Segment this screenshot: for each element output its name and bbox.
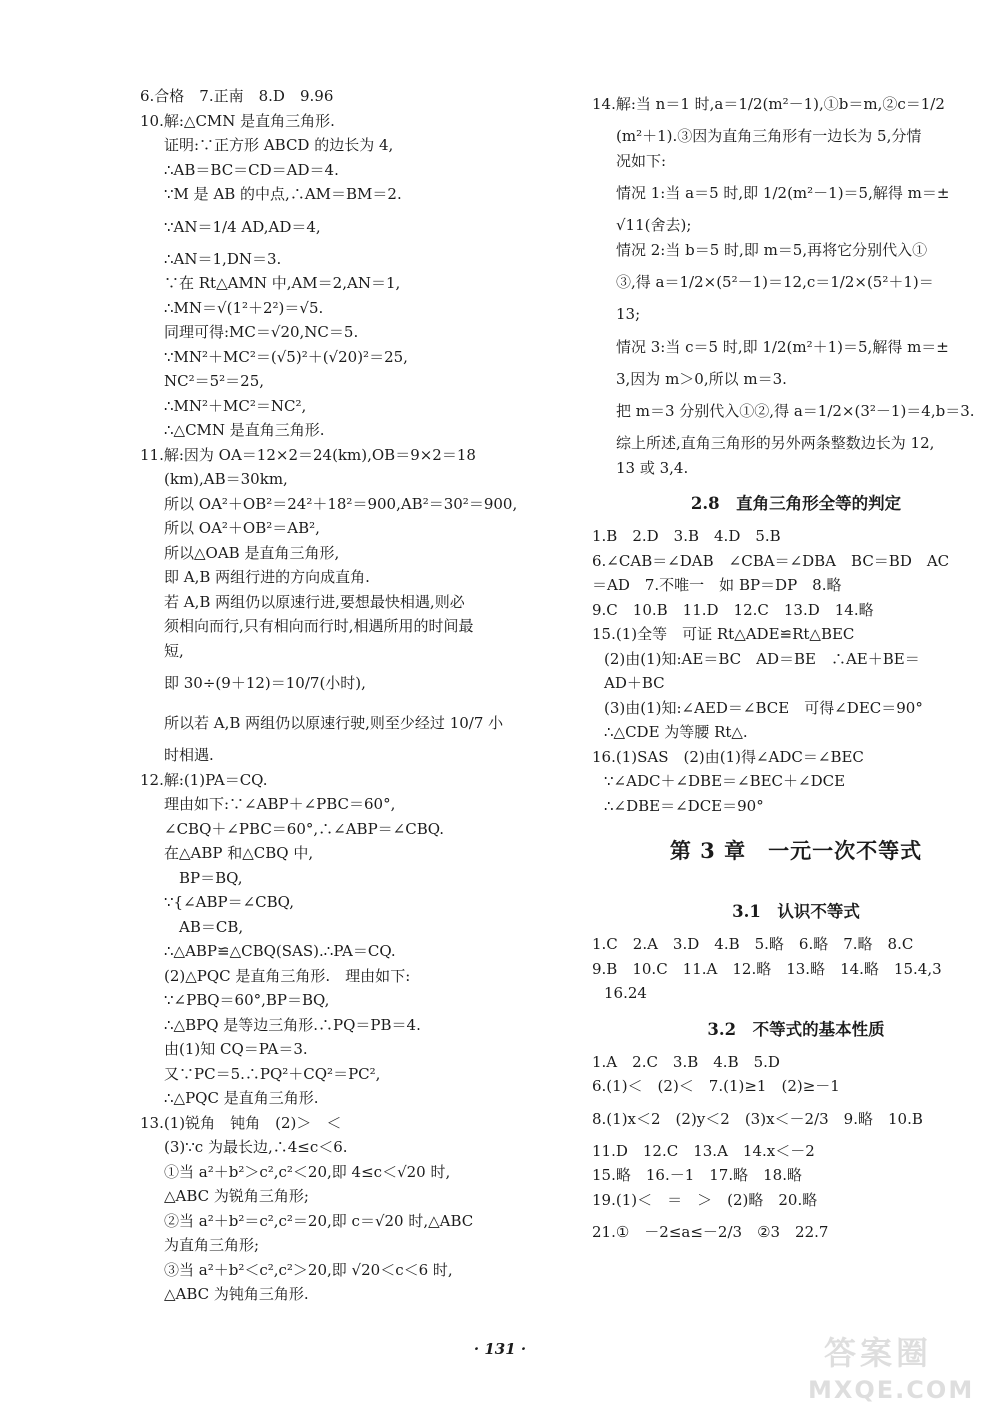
section-2-8-line: 9.C 10.B 11.D 12.C 13.D 14.略 (592, 600, 874, 619)
left-column-line: 即 30÷(9＋12)＝10/7(小时), (164, 674, 366, 692)
watermark-logo (794, 1328, 994, 1408)
left-column-line: ∴MN²＋MC²＝NC², (164, 396, 307, 415)
section-3-2-line: 8.(1)x＜2 (2)y＜2 (3)x＜－2/3 9.略 10.B (592, 1109, 923, 1128)
left-column-line: 由(1)知 CQ＝PA＝3. (164, 1040, 308, 1058)
left-column-line: 同理可得:MC＝√20,NC＝5. (164, 323, 359, 341)
left-column-line: 12.解:(1)PA＝CQ. (140, 770, 268, 789)
left-column-line: ∴AN＝1,DN＝3. (164, 249, 282, 268)
section-3-1-line: 16.24 (604, 984, 647, 1002)
left-column-line: AB＝CB, (164, 917, 244, 936)
left-column-line: ∵AN＝1/4 AD,AD＝4, (164, 217, 321, 236)
section-2-8-line: 6.∠CAB＝∠DAB ∠CBA＝∠DBA BC＝BD AC (592, 551, 950, 570)
section-3-2 (592, 1018, 1000, 1253)
left-column-line: ∠CBQ＋∠PBC＝60°,∴∠ABP＝∠CBQ. (164, 819, 445, 838)
answer-14-line: 把 m＝3 分别代入①②,得 a＝1/2×(3²－1)＝4,b＝3. (616, 402, 975, 420)
section-3-2-line: 19.(1)＜ ＝ ＞ (2)略 20.略 (592, 1190, 818, 1209)
left-column-line: 13.(1)锐角 钝角 (2)＞ ＜ (140, 1113, 342, 1132)
section-3-2-line: 21.① －2≤a≤－2/3 ②3 22.7 (592, 1223, 829, 1241)
left-column-line: 理由如下:∵∠ABP＋∠PBC＝60°, (164, 795, 396, 813)
watermark-bottom-text: MXQE.COM (808, 1376, 975, 1404)
left-column-line: NC²＝5²＝25, (164, 372, 265, 390)
section-3-2-answers (592, 1050, 1000, 1253)
answer-14-line: 3,因为 m＞0,所以 m＝3. (616, 369, 787, 388)
answer-14-line: 13 或 3,4. (616, 458, 689, 477)
section-3-2-line: 15.略 16.－1 17.略 18.略 (592, 1166, 802, 1184)
section-2-8-line: ∵∠ADC＋∠DBE＝∠BEC＋∠DCE (604, 772, 846, 790)
left-column-line: 所以△OAB 是直角三角形, (164, 543, 340, 562)
left-column-line: 10.解:△CMN 是直角三角形. (140, 111, 335, 130)
left-column-line: (3)∵c 为最长边,∴4≤c＜6. (164, 1138, 348, 1156)
left-column-line: 短, (164, 641, 184, 660)
left-column-line: ∵{∠ABP＝∠CBQ, (164, 893, 294, 911)
left-column-line: 证明:∵正方形 ABCD 的边长为 4, (164, 136, 394, 154)
left-column-line: ∴MN＝√(1²＋2²)＝√5. (164, 298, 324, 317)
left-column-line: (2)△PQC 是直角三角形. 理由如下: (164, 966, 411, 985)
left-column-line: 11.解:因为 OA＝12×2＝24(km),OB＝9×2＝18 (140, 445, 476, 464)
answer-14-line: 14.解:当 n＝1 时,a＝1/2(m²－1),①b＝m,②c＝1/2 (592, 95, 945, 113)
section-3-2-line: 1.A 2.C 3.B 4.B 5.D (592, 1052, 780, 1071)
answer-14-line: 况如下: (616, 151, 667, 170)
chapter-3-title: 第 3 章 一元一次不等式 (669, 838, 923, 863)
left-column-line: ∴△PQC 是直角三角形. (164, 1089, 319, 1107)
left-column-line: 即 A,B 两组行进的方向成直角. (164, 568, 370, 586)
left-column-line: 时相遇. (164, 746, 214, 764)
left-column-line: △ABC 为钝角三角形. (164, 1285, 309, 1303)
section-2-8 (592, 492, 1000, 818)
left-column-line: 所以 OA²＋OB²＝AB², (164, 519, 320, 537)
left-column-line: ∴△BPQ 是等边三角形.∴PQ＝PB＝4. (164, 1015, 421, 1034)
section-2-8-line: (2)由(1)知:AE＝BC AD＝BE ∴AE＋BE＝ (604, 649, 920, 668)
left-column-line: 所以 OA²＋OB²＝24²＋18²＝900,AB²＝30²＝900, (164, 494, 518, 513)
page-number: · 131 · (473, 1340, 527, 1358)
section-2-8-line: 15.(1)全等 可证 Rt△ADE≌Rt△BEC (592, 625, 855, 643)
left-column-line: (km),AB＝30km, (164, 470, 288, 488)
left-column-line: 若 A,B 两组仍以原速行进,要想最快相遇,则必 (164, 592, 465, 611)
left-column-line: ②当 a²＋b²＝c²,c²＝20,即 c＝√20 时,△ABC (164, 1211, 474, 1230)
section-2-8-line: ∴∠DBE＝∠DCE＝90° (604, 796, 764, 815)
left-column-line: ①当 a²＋b²＞c²,c²＜20,即 4≤c＜√20 时, (164, 1162, 451, 1181)
section-3-1 (592, 900, 1000, 1006)
left-column-line: ③当 a²＋b²＜c²,c²＞20,即 √20＜c＜6 时, (164, 1260, 453, 1279)
left-column-line: 须相向而行,只有相向而行时,相遇所用的时间最 (164, 617, 474, 635)
section-2-8-line: 16.(1)SAS (2)由(1)得∠ADC＝∠BEC (592, 747, 864, 766)
left-column-line: ∵MN²＋MC²＝(√5)²＋(√20)²＝25, (164, 347, 408, 366)
answer-14-line: (m²＋1).③因为直角三角形有一边长为 5,分情 (616, 127, 922, 145)
section-2-8-line: 1.B 2.D 3.B 4.D 5.B (592, 527, 781, 545)
left-column-line: 在△ABP 和△CBQ 中, (164, 844, 314, 862)
section-title-3-2: 3.2 不等式的基本性质 (707, 1019, 885, 1039)
section-3-1-line: 1.C 2.A 3.D 4.B 5.略 6.略 7.略 8.C (592, 935, 914, 953)
left-column-line: BP＝BQ, (164, 868, 243, 887)
right-column (592, 84, 1000, 1252)
section-title-3-1: 3.1 认识不等式 (732, 902, 860, 921)
section-3-2-line: 11.D 12.C 13.A 14.x＜－2 (592, 1141, 815, 1160)
left-column-line: ∴AB＝BC＝CD＝AD＝4. (164, 160, 339, 179)
left-column-line: 所以若 A,B 两组仍以原速行驶,则至少经过 10/7 小 (164, 714, 504, 732)
section-title-2-8: 2.8 直角三角形全等的判定 (690, 494, 902, 513)
watermark-top-text: 答案圈 (824, 1334, 933, 1372)
left-column-line: △ABC 为锐角三角形; (164, 1187, 309, 1205)
answer-14-line: ③,得 a＝1/2×(5²－1)＝12,c＝1/2×(5²＋1)＝ (616, 273, 934, 291)
left-column-line: 为直角三角形; (164, 1236, 260, 1254)
left-column-line: 又∵PC＝5.∴PQ²＋CQ²＝PC², (164, 1064, 381, 1083)
left-column-line: ∴△CMN 是直角三角形. (164, 421, 325, 439)
left-column-line: 6.合格 7.正南 8.D 9.96 (140, 87, 334, 105)
left-column-line: ∵∠PBQ＝60°,BP＝BQ, (164, 991, 330, 1009)
section-3-1-line: 9.B 10.C 11.A 12.略 13.略 14.略 15.4,3 (592, 959, 942, 978)
answer-14-line: 情况 2:当 b＝5 时,即 m＝5,再将它分别代入① (616, 240, 928, 259)
left-column-line: ∵M 是 AB 的中点,∴AM＝BM＝2. (164, 185, 402, 203)
left-column (140, 84, 580, 1307)
answer-14-line: 综上所述,直角三角形的另外两条整数边长为 12, (616, 434, 935, 452)
section-2-8-line: (3)由(1)知:∠AED＝∠BCE 可得∠DEC＝90° (604, 698, 923, 717)
answer-14-block (592, 84, 1000, 480)
answer-14-line: 情况 1:当 a＝5 时,即 1/2(m²－1)＝5,解得 m＝± (616, 184, 950, 202)
answer-14-line: √11(舍去); (616, 216, 692, 234)
answer-14-line: 13; (616, 305, 641, 323)
section-2-8-answers (592, 524, 1000, 818)
left-column-line: ∴△ABP≌△CBQ(SAS).∴PA＝CQ. (164, 942, 396, 960)
section-2-8-line: AD＋BC (604, 674, 665, 692)
section-2-8-line: ∴△CDE 为等腰 Rt△. (604, 723, 748, 741)
section-3-2-line: 6.(1)＜ (2)＜ 7.(1)≥1 (2)≥－1 (592, 1077, 840, 1095)
section-3-1-answers (592, 932, 1000, 1006)
answer-14-line: 情况 3:当 c＝5 时,即 1/2(m²＋1)＝5,解得 m＝± (616, 337, 949, 356)
left-column-line: ∵在 Rt△AMN 中,AM＝2,AN＝1, (164, 274, 401, 292)
section-2-8-line: ＝AD 7.不唯一 如 BP＝DP 8.略 (592, 576, 842, 594)
